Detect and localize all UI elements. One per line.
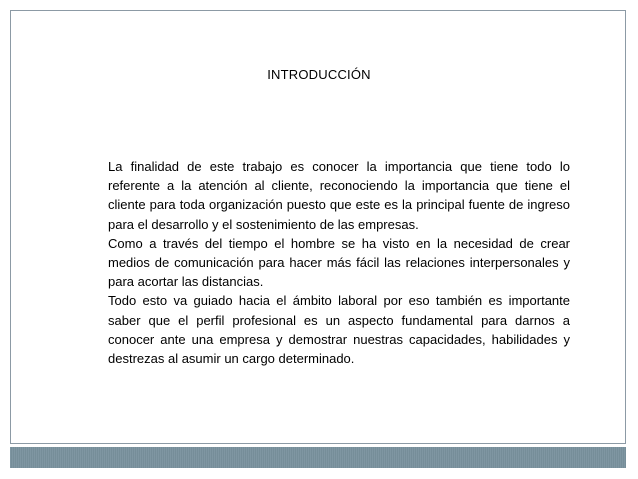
paragraph-purpose: La finalidad de este trabajo es conocer la importancia que tiene todo lo referente a la atención al cliente, reconociendo la importancia que tiene el cliente para toda organización puesto que este es la principal fuente de ingreso para el desarrollo y el sostenimiento de las empresas. <box>108 159 570 232</box>
paragraph-professional-profile: Todo esto va guiado hacia el ámbito laboral por eso también es importante saber que el perfil profesional es un aspecto fundamental para darnos a conocer ante una empresa y demostrar nuestras capacidades, habilidades y destrezas al asumir un cargo determinado. <box>108 293 570 367</box>
slide-title: INTRODUCCIÓN <box>267 67 371 82</box>
footer-bar <box>10 447 626 468</box>
slide-body <box>108 157 570 368</box>
paragraph-communication: Como a través del tiempo el hombre se ha visto en la necesidad de crear medios de comunicación para hacer más fácil las relaciones interpersonales y para acortar las distancias. <box>108 235 570 290</box>
